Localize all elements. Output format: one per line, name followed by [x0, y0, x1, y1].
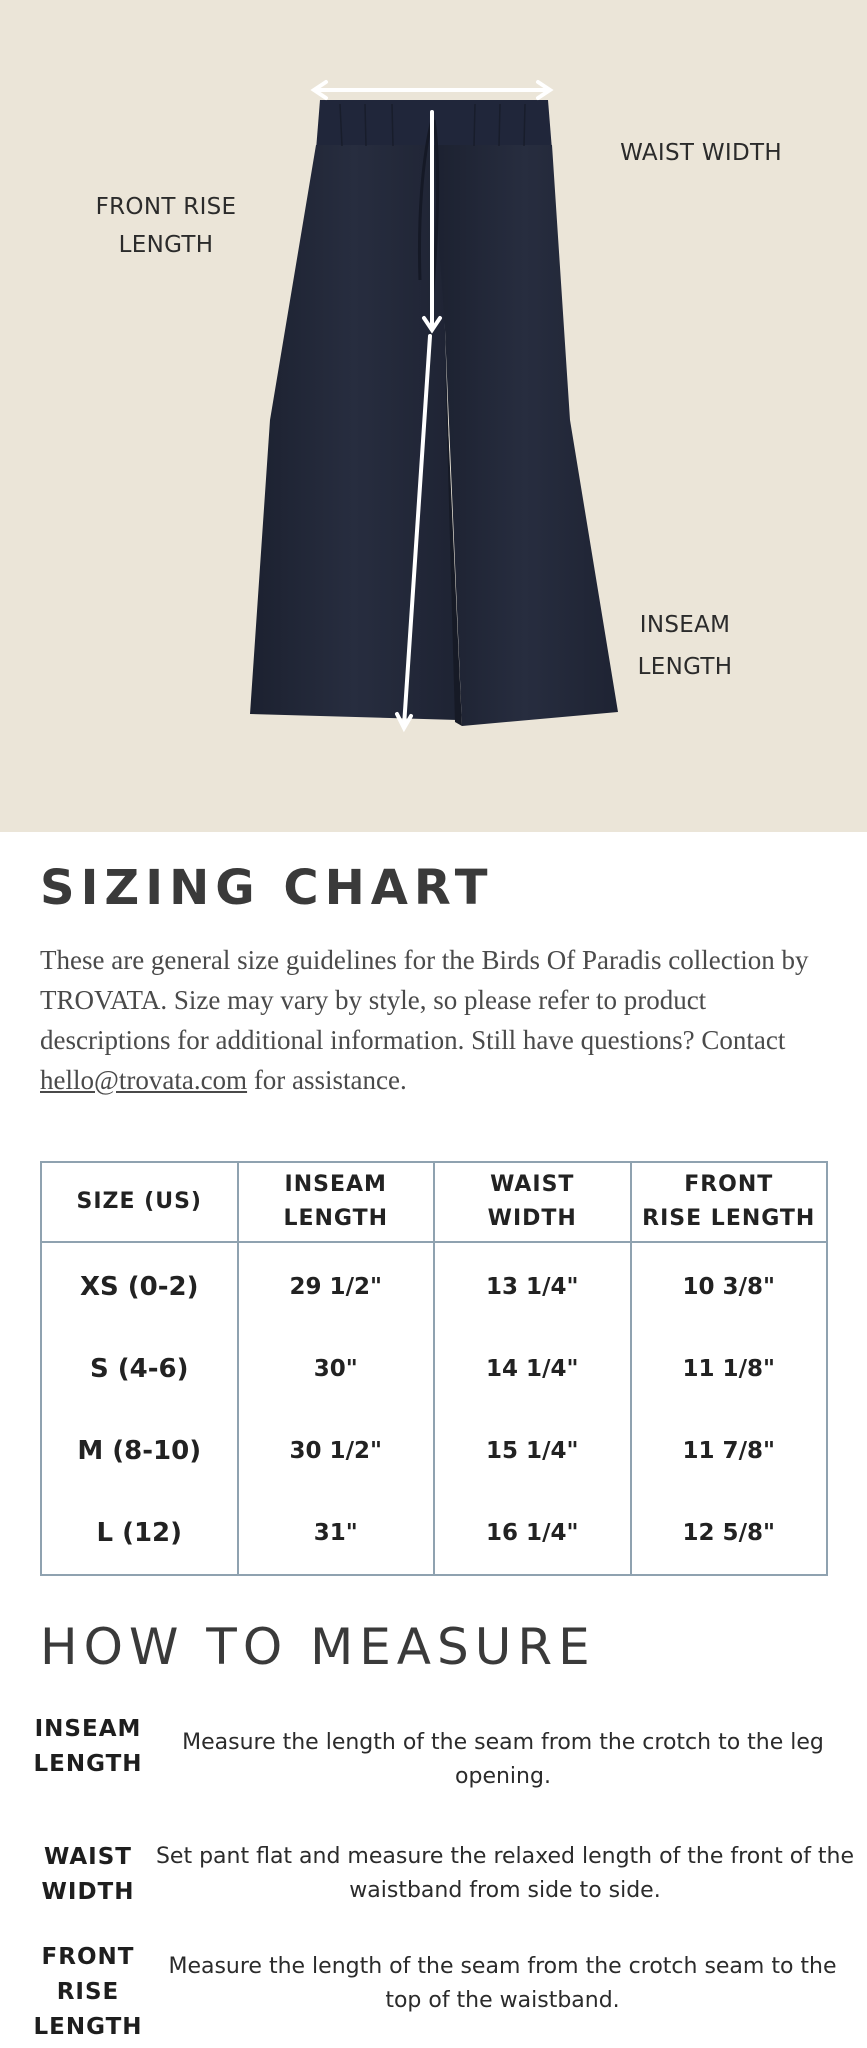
intro-text-end: for assistance. [247, 1065, 407, 1095]
measure-term: INSEAM LENGTH [33, 1716, 143, 1777]
size-table-header [41, 1162, 827, 1242]
sizing-intro [40, 940, 840, 1100]
inseam-cell: 29 1/2" [238, 1242, 435, 1328]
header-waist: WAIST WIDTH [434, 1162, 631, 1242]
waist-width-label: WAIST WIDTH [620, 140, 782, 166]
table-row [41, 1328, 827, 1410]
waist-cell: 13 1/4" [434, 1242, 631, 1328]
table-row [41, 1410, 827, 1492]
measure-term: FRONT RISE LENGTH [33, 1944, 143, 2040]
table-row [41, 1242, 827, 1328]
front-rise-cell: 10 3/8" [631, 1242, 828, 1328]
inseam-cell: 30" [238, 1328, 435, 1410]
pants-illustration [0, 0, 867, 832]
waist-cell: 16 1/4" [434, 1492, 631, 1575]
header-inseam: INSEAM LENGTH [238, 1162, 435, 1242]
table-row [41, 1492, 827, 1575]
waist-cell: 15 1/4" [434, 1410, 631, 1492]
waist-width-arrow [314, 82, 550, 98]
front-rise-cell: 12 5/8" [631, 1492, 828, 1575]
header-front-rise: FRONT RISE LENGTH [631, 1162, 828, 1242]
front-rise-label: FRONT RISE LENGTH [95, 194, 237, 258]
measure-description: Measure the length of the seam from the crotch to the leg opening. [182, 1730, 824, 1789]
front-rise-cell: 11 1/8" [631, 1328, 828, 1410]
pants-right-leg [432, 145, 618, 726]
waist-cell: 14 1/4" [434, 1328, 631, 1410]
size-cell: XS (0-2) [79, 1272, 199, 1302]
size-cell: L (12) [96, 1518, 183, 1548]
inseam-label: INSEAM LENGTH [637, 612, 733, 680]
measure-description: Set pant flat and measure the relaxed length of the front of the waistband from side to side. [155, 1844, 855, 1903]
how-to-measure-title: HOW TO MEASURE [40, 1618, 596, 1676]
header-size: SIZE (US) [41, 1162, 238, 1242]
measure-description: Measure the length of the seam from the crotch seam to the top of the waistband. [168, 1954, 837, 2013]
size-cell: M (8-10) [77, 1436, 202, 1466]
sizing-chart-title: SIZING CHART [40, 860, 494, 916]
intro-text: These are general size guidelines for the Birds Of Paradis collection by TROVATA. Size may vary by style, so please refer to product descriptions for additional information. Still have questions? Contact [40, 945, 809, 1055]
size-table [40, 1161, 828, 1576]
pants-left-leg [250, 145, 458, 720]
measure-term: WAIST WIDTH [41, 1844, 135, 1905]
email-link[interactable]: hello@trovata.com [40, 1065, 248, 1095]
front-rise-cell: 11 7/8" [631, 1410, 828, 1492]
inseam-cell: 31" [238, 1492, 435, 1575]
pants-diagram [0, 0, 867, 832]
inseam-cell: 30 1/2" [238, 1410, 435, 1492]
size-cell: S (4-6) [89, 1354, 189, 1384]
